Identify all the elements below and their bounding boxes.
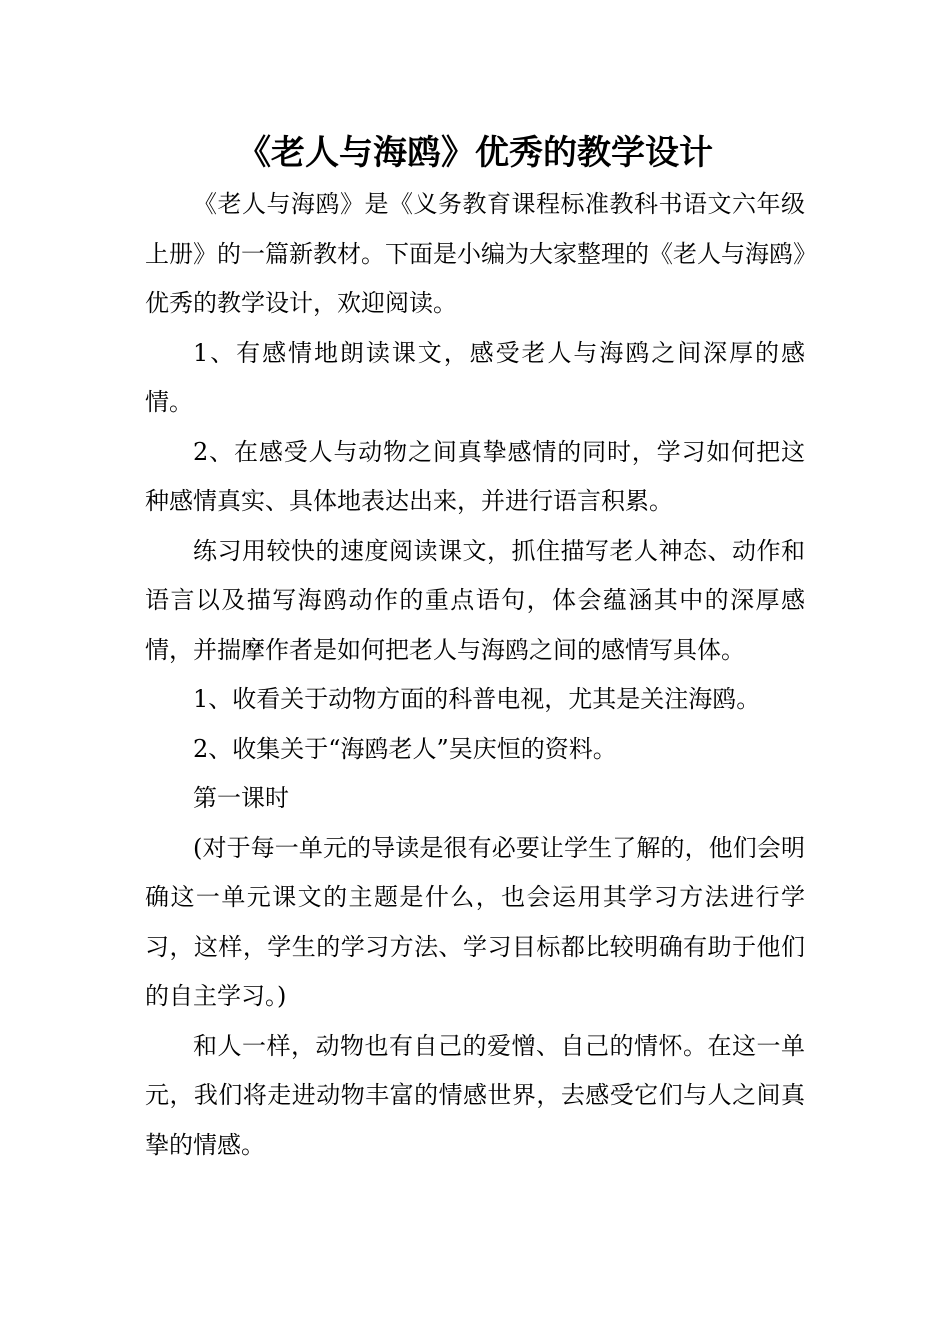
paragraph-objective-2: 2、在感受人与动物之间真挚感情的同时，学习如何把这种感情真实、具体地表达出来，并进行语言积累。 bbox=[145, 437, 805, 515]
paragraph-intro: 《老人与海鸥》是《义务教育课程标准教科书语文六年级上册》的一篇新教材。下面是小编为大家整理的《老人与海鸥》优秀的教学设计，欢迎阅读。 bbox=[145, 190, 805, 317]
paragraph-lesson-heading: 第一课时 bbox=[193, 784, 289, 812]
paragraph-objective-1: 1、有感情地朗读课文，感受老人与海鸥之间深厚的感情。 bbox=[145, 338, 805, 416]
paragraph-prep-2: 2、收集关于“海鸥老人”吴庆恒的资料。 bbox=[193, 734, 617, 763]
document-body bbox=[145, 180, 805, 1170]
paragraph-prep-1: 1、收看关于动物方面的科普电视，尤其是关注海鸥。 bbox=[193, 685, 761, 713]
document-title: 《老人与海鸥》优秀的教学设计 bbox=[237, 133, 713, 173]
paragraph-note: (对于每一单元的导读是很有必要让学生了解的，他们会明确这一单元课文的主题是什么，也会运用其学习方法进行学习，这样，学生的学习方法、学习目标都比较明确有助于他们的自主学习。) bbox=[145, 833, 805, 1010]
paragraph-focus: 练习用较快的速度阅读课文，抓住描写老人神态、动作和语言以及描写海鸥动作的重点语句，体会蕴涵其中的深厚感情，并揣摩作者是如何把老人与海鸥之间的感情写具体。 bbox=[145, 536, 805, 664]
paragraph-unit-intro: 和人一样，动物也有自己的爱憎、自己的情怀。在这一单元，我们将走进动物丰富的情感世界，去感受它们与人之间真挚的情感。 bbox=[145, 1031, 805, 1159]
